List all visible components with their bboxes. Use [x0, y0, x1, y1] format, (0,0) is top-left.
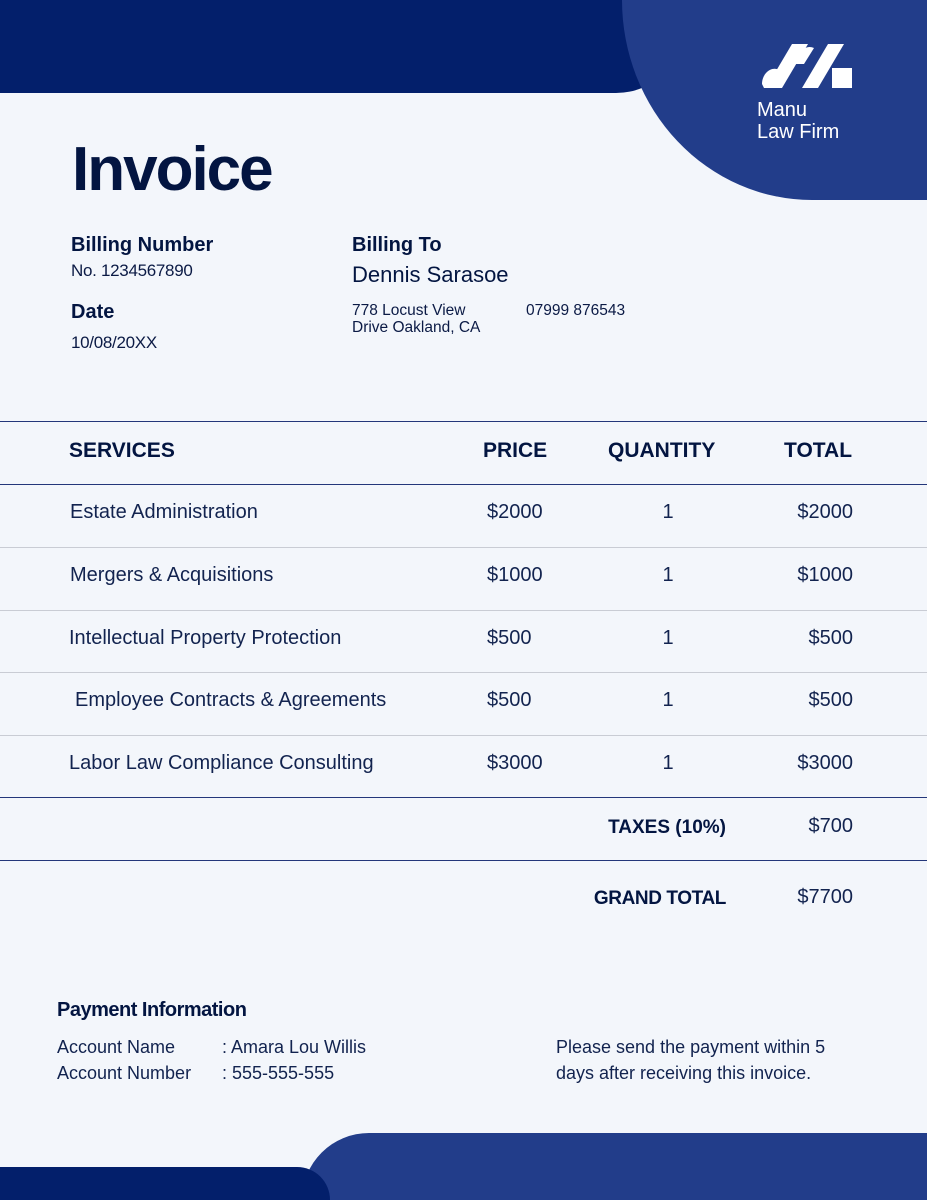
client-name: Dennis Sarasoe — [352, 262, 509, 287]
billing-to-label: Billing To — [352, 234, 442, 256]
taxes-label: TAXES (10%) — [608, 817, 726, 838]
table-bottom-rule — [0, 797, 927, 798]
table-row — [0, 689, 927, 719]
footer-band-left — [0, 1167, 330, 1200]
service-total: $2000 — [797, 501, 853, 523]
service-total: $500 — [808, 689, 853, 711]
service-price: $2000 — [487, 501, 543, 523]
payment-note-line2: days after receiving this invoice. — [556, 1063, 812, 1083]
billing-number-value: No. 1234567890 — [71, 261, 193, 280]
service-total: $3000 — [797, 752, 853, 774]
table-row — [0, 627, 927, 657]
table-row — [0, 564, 927, 594]
row-divider — [0, 547, 927, 548]
firm-name-line1: Manu — [757, 99, 808, 121]
account-number-value: : 555-555-555 — [222, 1063, 335, 1083]
grand-total-value: $7700 — [797, 886, 853, 908]
service-price: $1000 — [487, 564, 543, 586]
footer-band-right — [302, 1133, 927, 1200]
page-title: Invoice — [72, 135, 272, 204]
service-total: $1000 — [797, 564, 853, 586]
service-name: Intellectual Property Protection — [69, 627, 342, 649]
service-quantity: 1 — [662, 752, 674, 774]
grand-total-label: GRAND TOTAL — [593, 888, 726, 909]
header-services: SERVICES — [69, 439, 175, 462]
row-divider — [0, 735, 927, 736]
date-label: Date — [71, 301, 115, 323]
client-address-line2: Drive Oakland, CA — [352, 319, 481, 336]
client-phone: 07999 876543 — [526, 302, 626, 319]
service-name: Mergers & Acquisitions — [70, 564, 274, 586]
service-name: Labor Law Compliance Consulting — [69, 752, 374, 774]
service-total: $500 — [808, 627, 853, 649]
service-price: $500 — [487, 627, 532, 649]
header-price: PRICE — [483, 439, 548, 462]
header-quantity: QUANTITY — [608, 439, 716, 462]
firm-name-line2: Law Firm — [757, 121, 840, 143]
service-price: $500 — [487, 689, 532, 711]
table-header-rule — [0, 484, 927, 485]
payment-note-line1: Please send the payment within 5 — [556, 1037, 826, 1057]
client-address-line1: 778 Locust View — [352, 302, 466, 319]
firm-name — [757, 99, 897, 143]
row-divider — [0, 672, 927, 673]
header-band — [0, 0, 686, 93]
service-quantity: 1 — [662, 627, 674, 649]
client-address — [352, 302, 480, 336]
service-price: $3000 — [487, 752, 543, 774]
header-total: TOTAL — [784, 439, 853, 462]
ss-logo-icon — [760, 44, 852, 88]
service-quantity: 1 — [662, 564, 674, 586]
account-number-label: Account Number — [57, 1063, 192, 1083]
date-value: 10/08/20XX — [71, 333, 157, 352]
account-name-value: : Amara Lou Willis — [222, 1037, 367, 1057]
service-quantity: 1 — [662, 689, 674, 711]
service-quantity: 1 — [662, 501, 674, 523]
table-top-rule — [0, 421, 927, 422]
taxes-rule — [0, 860, 927, 861]
table-row — [0, 501, 927, 531]
service-name: Employee Contracts & Agreements — [75, 689, 387, 711]
payment-info-title: Payment Information — [57, 999, 247, 1021]
service-name: Estate Administration — [70, 501, 258, 523]
billing-number-label: Billing Number — [71, 234, 214, 256]
row-divider — [0, 610, 927, 611]
table-row — [0, 752, 927, 782]
account-name-label: Account Name — [57, 1037, 176, 1057]
taxes-value: $700 — [808, 815, 853, 837]
